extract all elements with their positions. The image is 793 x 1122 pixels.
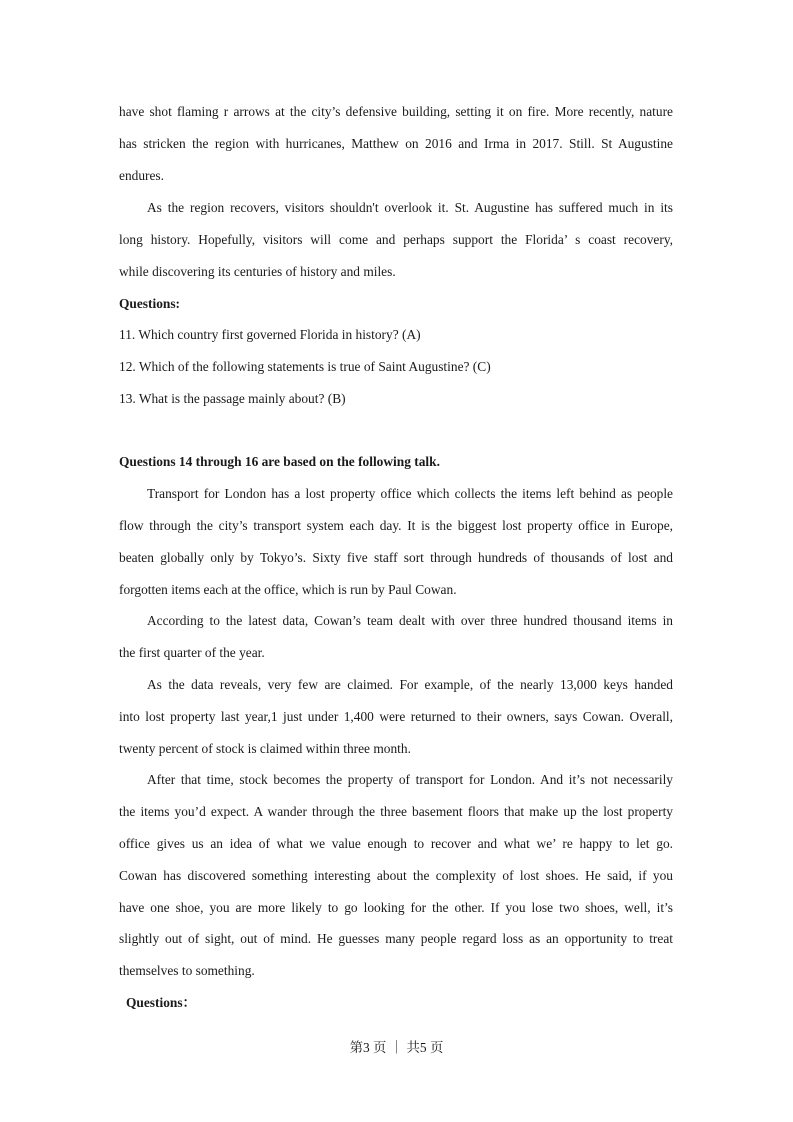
passage1-line-3: endures.	[119, 168, 164, 183]
passage2-line-9: twenty percent of stock is claimed within three month.	[119, 741, 411, 756]
passage2-line-4: forgotten items each at the office, which is run by Paul Cowan.	[119, 582, 457, 597]
passage2-line-16: themselves to something.	[119, 963, 255, 978]
question-13: 13. What is the passage mainly about? (B)	[119, 391, 346, 406]
passage2-line-12: office gives us an idea of what we value enough to recover and what we’ re happy to let go.	[119, 836, 673, 851]
passage1-line-2: has stricken the region with hurricanes, Matthew on 2016 and Irma in 2017. Still. St Augustine	[119, 136, 673, 151]
passage1-line-5: long history. Hopefully, visitors will come and perhaps support the Florida’ s coast recovery,	[119, 232, 673, 247]
passage1-line-4: As the region recovers, visitors shouldn't overlook it. St. Augustine has suffered much in its	[147, 200, 673, 215]
passage2-line-11: the items you’d expect. A wander through the three basement floors that make up the lost property	[119, 804, 673, 819]
passage2-questions-heading: Questions：	[126, 995, 196, 1010]
passage2-line-14: have one shoe, you are more likely to go looking for the other. If you lose two shoes, well, it’s	[119, 900, 673, 915]
passage2-line-15: slightly out of sight, out of mind. He guesses many people regard loss as an opportunity to treat	[119, 931, 673, 946]
passage2-line-5: According to the latest data, Cowan’s team dealt with over three hundred thousand items in	[147, 613, 673, 628]
passage2-line-2: flow through the city’s transport system each day. It is the biggest lost property office in Europe,	[119, 518, 673, 533]
passage2-line-6: the first quarter of the year.	[119, 645, 265, 660]
passage2-heading: Questions 14 through 16 are based on the following talk.	[119, 454, 440, 469]
passage2-line-3: beaten globally only by Tokyo’s. Sixty five staff sort through hundreds of thousands of lost and	[119, 550, 673, 565]
passage1-line-6: while discovering its centuries of history and miles.	[119, 264, 396, 279]
question-11: 11. Which country first governed Florida in history? (A)	[119, 327, 421, 342]
passage1-line-1: have shot flaming r arrows at the city’s defensive building, setting it on fire. More recently, nature	[119, 104, 673, 119]
page-footer: 第3 页 ｜ 共5 页	[349, 1040, 444, 1055]
passage2-line-8: into lost property last year,1 just under 1,400 were returned to their owners, says Cowan. Overall,	[119, 709, 673, 724]
passage2-line-10: After that time, stock becomes the property of transport for London. And it’s not necessarily	[147, 772, 673, 787]
passage2-line-1: Transport for London has a lost property office which collects the items left behind as people	[147, 486, 673, 501]
passage1-questions-heading: Questions:	[119, 296, 181, 311]
question-12: 12. Which of the following statements is true of Saint Augustine? (C)	[119, 359, 491, 374]
passage2-line-13: Cowan has discovered something interesting about the complexity of lost shoes. He said, if you	[119, 868, 673, 883]
passage2-line-7: As the data reveals, very few are claimed. For example, of the nearly 13,000 keys handed	[147, 677, 673, 692]
